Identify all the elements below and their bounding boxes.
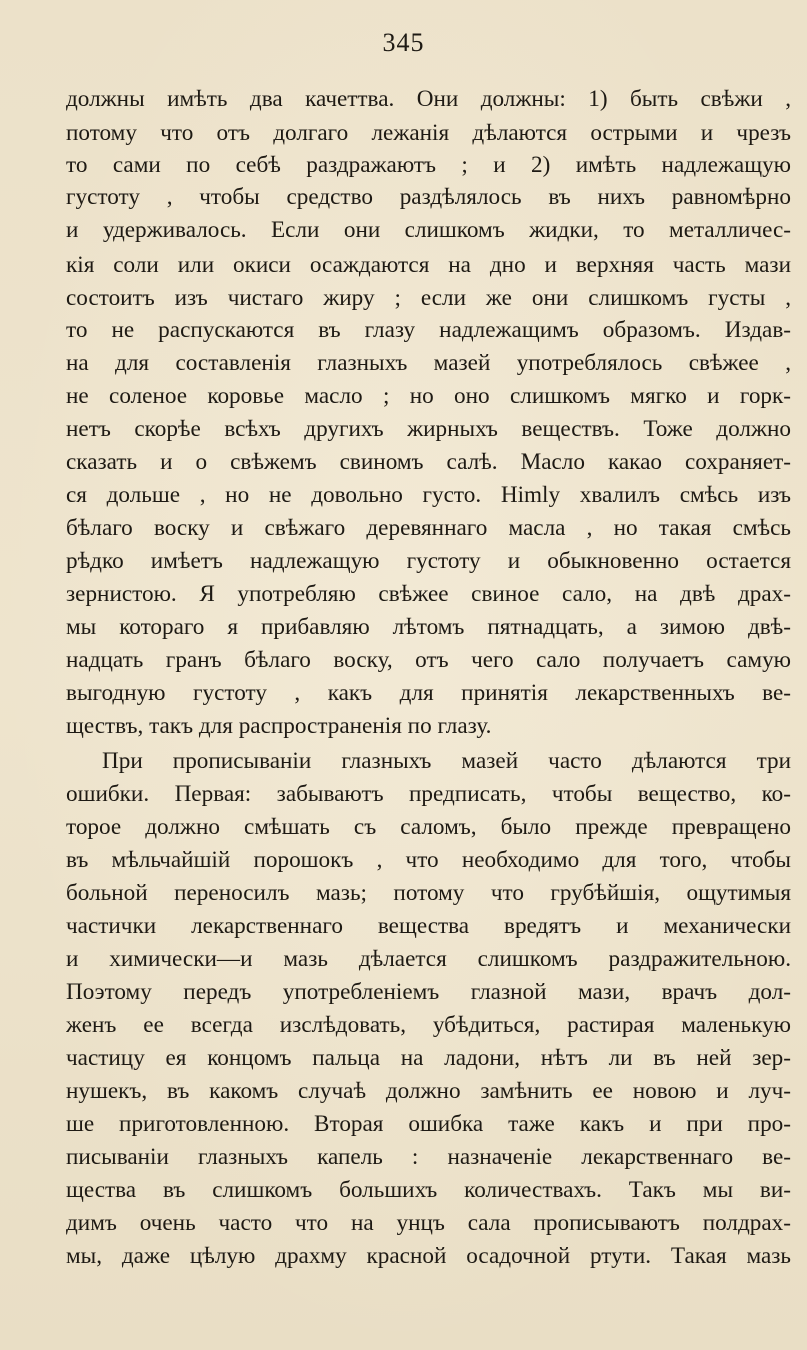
text-line: кія соли или окиси осаждаются на дно и верхняя часть мази <box>66 252 791 278</box>
text-line: ся дольше , но не довольно густо. Himly хвалилъ смѣсь изъ <box>66 482 791 508</box>
text-line: торое должно смѣшать съ саломъ, было прежде превращено <box>66 814 791 840</box>
text-line: ше приготовленною. Вторая ошибка таже какъ и при про- <box>66 1111 791 1137</box>
text-line: нушекъ, въ какомъ случаѣ должно замѣнить ее новою и луч- <box>66 1078 791 1104</box>
text-line: димъ очень часто что на унцъ сала прописываютъ полдрах- <box>66 1210 791 1236</box>
text-line: то не распускаются въ глазу надлежащимъ образомъ. Издав- <box>66 317 791 343</box>
text-line: писываніи глазныхъ капель : назначеніе лекарственнаго ве- <box>66 1144 791 1170</box>
text-line: нетъ скорѣе всѣхъ другихъ жирныхъ веществъ. Тоже должно <box>66 416 791 442</box>
text-line: выгодную густоту , какъ для принятія лекарственныхъ ве- <box>66 680 791 706</box>
paragraph-start-line: При прописываніи глазныхъ мазей часто дѣлаются три <box>102 748 791 774</box>
text-line: мы, даже цѣлую драхму красной осадочной ртути. Такая мазь <box>66 1243 791 1269</box>
text-line: частицу ея концомъ пальца на ладони, нѣтъ ли въ ней зер- <box>66 1045 791 1071</box>
text-line: должны имѣть два качеттва. Они должны: 1) быть свѣжи , <box>66 86 791 112</box>
text-line: больной переносилъ мазь; потому что грубѣйшія, ощутимыя <box>66 880 791 906</box>
text-line: частички лекарственнаго вещества вредятъ и механически <box>66 913 791 939</box>
text-line: щества въ слишкомъ большихъ количествахъ. Такъ мы ви- <box>66 1177 791 1203</box>
text-line: въ мѣльчайшій порошокъ , что необходимо для того, чтобы <box>66 847 791 873</box>
text-line: состоитъ изъ чистаго жиру ; если же они слишкомъ густы , <box>66 285 791 311</box>
text-line: и химически—и мазь дѣлается слишкомъ раздражительною. <box>66 946 791 972</box>
text-line: Поэтому передъ употребленіемъ глазной мази, врачъ дол- <box>66 979 791 1005</box>
text-line: не соленое коровье масло ; но оно слишкомъ мягко и горк- <box>66 383 791 409</box>
text-line: и удерживалось. Если они слишкомъ жидки, то металличес- <box>66 217 791 243</box>
text-line: ошибки. Первая: забываютъ предписать, чтобы вещество, ко- <box>66 781 791 807</box>
text-line: потому что отъ долгаго лежанія дѣлаются острыми и чрезъ <box>66 120 791 146</box>
text-line: на для составленія глазныхъ мазей употреблялось свѣжее , <box>66 350 791 376</box>
text-line: ществъ, такъ для распространенія по глазу. <box>66 713 492 739</box>
text-line: зернистою. Я употребляю свѣжее свиное сало, на двѣ драх- <box>66 581 791 607</box>
text-line: густоту , чтобы средство раздѣлялось въ нихъ равномѣрно <box>66 184 791 210</box>
text-line: надцать гранъ бѣлаго воску, отъ чего сало получаетъ самую <box>66 647 791 673</box>
text-line: то сами по себѣ раздражаютъ ; и 2) имѣть надлежащую <box>66 152 791 178</box>
text-line: мы котораго я прибавляю лѣтомъ пятнадцать, а зимою двѣ- <box>66 614 791 640</box>
text-line: женъ ее всегда изслѣдовать, убѣдиться, растирая маленькую <box>66 1012 791 1038</box>
text-line: рѣдко имѣетъ надлежащую густоту и обыкновенно остается <box>66 548 791 574</box>
page-number: 345 <box>382 28 425 57</box>
text-line: бѣлаго воску и свѣжаго деревяннаго масла , но такая смѣсь <box>66 515 791 541</box>
text-line: сказать и о свѣжемъ свиномъ салѣ. Масло какао сохраняет- <box>66 449 791 475</box>
